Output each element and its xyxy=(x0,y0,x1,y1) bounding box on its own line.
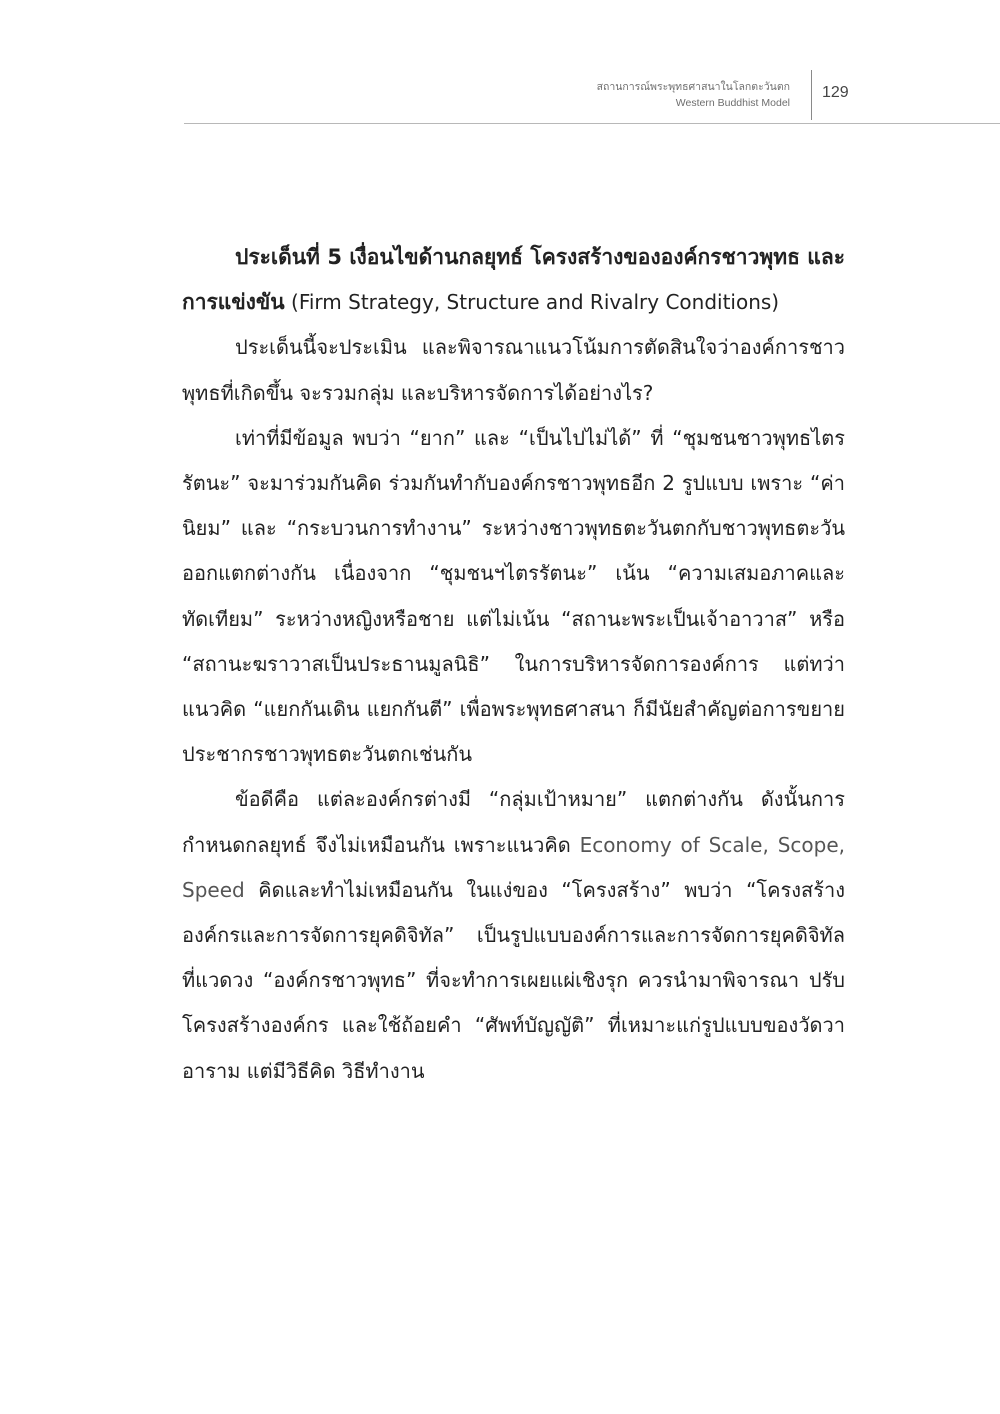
running-header-english: Western Buddhist Model xyxy=(675,97,790,109)
section-heading-bold: ประเด็นที่ 5 เงื่อนไขด้านกลยุทธ์ โครงสร้างขององค์กรชาวพุทธ และการแข่งขัน xyxy=(182,245,845,315)
page-number: 129 xyxy=(822,84,849,101)
running-header xyxy=(597,79,790,111)
running-header-thai: สถานการณ์พระพุทธศาสนาในโลกตะวันตก xyxy=(596,81,790,93)
section-heading-english: (Firm Strategy, Structure and Rivalry Conditions) xyxy=(284,290,780,315)
paragraph-3-part-2: คิดและทำไม่เหมือนกัน ในแง่ของ “โครงสร้าง” พบว่า “โครงสร้างองค์กรและการจัดการยุคดิจิทัล” เป็นรูปแบบองค์การและการจัดการยุคดิจิทัล ที่แวดวง “องค์กรชาวพุทธ” ที่จะทำการเผยแผ่เชิงรุก ควรนำมาพิจารณา ปรับโครงสร้างองค์กร และใช้ถ้อยคำ “ศัพท์บัญญัติ” ที่เหมาะแก่รูปแบบของวัดวาอาราม แต่มีวิธีคิด วิธีทำงาน xyxy=(182,877,845,1083)
page-body xyxy=(182,235,845,1094)
paragraph-2: เท่าที่มีข้อมูล พบว่า “ยาก” และ “เป็นไปไม่ได้” ที่ “ชุมชนชาวพุทธไตรรัตนะ” จะมาร่วมกันคิด ร่วมกันทำกับองค์กรชาวพุทธอีก 2 รูปแบบ เพราะ “ค่านิยม” และ “กระบวนการทำงาน” ระหว่างชาวพุทธตะวันตกกับชาวพุทธตะวันออกแตกต่างกัน เนื่องจาก “ชุมชนฯไตรรัตนะ” เน้น “ความเสมอภาคและทัดเทียม” ระหว่างหญิงหรือชาย แต่ไม่เน้น “สถานะพระเป็นเจ้าอาวาส” หรือ “สถานะฆราวาสเป็นประธานมูลนิธิ” ในการบริหารจัดการองค์การ แต่ทว่าแนวคิด “แยกกันเดิน แยกกันตี” เพื่อพระพุทธศาสนา ก็มีนัยสำคัญต่อการขยายประชากรชาวพุทธตะวันตกเช่นกัน xyxy=(182,425,845,767)
header-divider xyxy=(811,70,812,120)
paragraph-3 xyxy=(182,777,845,1093)
paragraph-1: ประเด็นนี้จะประเมิน และพิจารณาแนวโน้มการตัดสินใจว่าองค์การชาวพุทธที่เกิดขึ้น จะรวมกลุ่ม และบริหารจัดการได้อย่างไร? xyxy=(182,335,845,405)
paragraph-3-part-1: ข้อดีคือ แต่ละองค์กรต่างมี “กลุ่มเป้าหมาย” แตกต่างกัน ดังนั้นการกำหนดกลยุทธ์ จึงไม่เหมือนกัน เพราะแนวคิด xyxy=(182,787,845,857)
paragraph-3-english-terms: Economy of Scale, Scope, Speed xyxy=(182,832,845,902)
section-heading xyxy=(182,235,845,325)
header-rule xyxy=(184,123,1000,124)
